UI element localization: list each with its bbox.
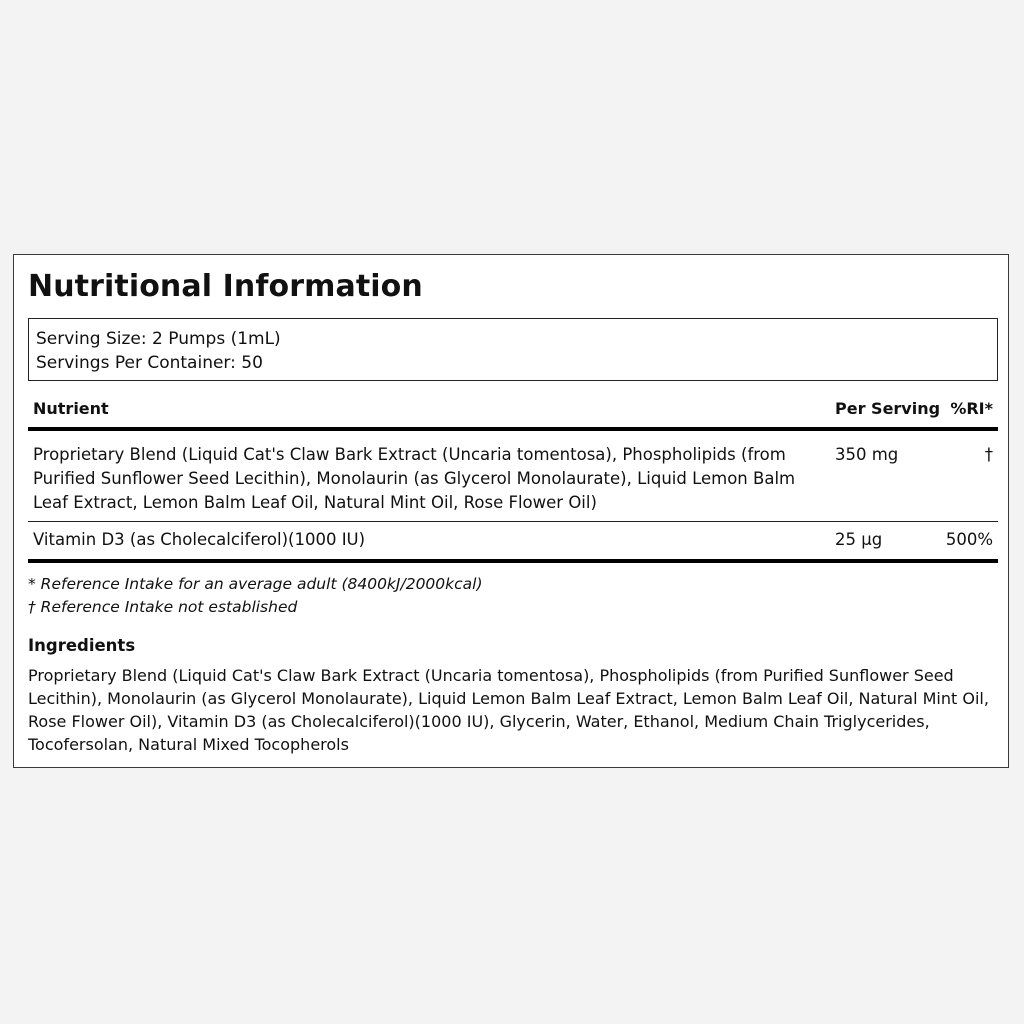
footnote-reference-intake: * Reference Intake for an average adult (8400kJ/2000kcal) (28, 575, 483, 593)
ingredients-heading: Ingredients (28, 636, 136, 655)
table-row (28, 522, 998, 563)
nutrient-ri: 500% (945, 530, 993, 549)
header-nutrient: Nutrient (33, 399, 109, 418)
header-per-serving: Per Serving (835, 399, 941, 418)
nutrient-table (28, 389, 998, 563)
nutrition-panel (13, 254, 1009, 768)
table-header (28, 389, 998, 431)
nutrient-amount: 350 mg (835, 445, 899, 464)
nutrient-name: Proprietary Blend (Liquid Cat's Claw Bark Extract (Uncaria tomentosa), Phospholipids (from Purified Sunflower Seed Lecithin), Monolaurin (as Glycerol Monolaurate), Liquid Lemon Balm Leaf Extract, Lemon Balm Leaf Oil, Natural Mint Oil, Rose Flower Oil) (33, 445, 796, 512)
footnote-not-established: † Reference Intake not established (28, 598, 298, 616)
serving-size: Serving Size: 2 Pumps (1mL) (36, 329, 281, 349)
serving-info-box (28, 318, 998, 381)
header-ri: %RI* (950, 399, 993, 418)
nutrient-ri: † (984, 445, 993, 464)
nutrient-amount: 25 µg (835, 530, 883, 549)
ingredients-text: Proprietary Blend (Liquid Cat's Claw Bark Extract (Uncaria tomentosa), Phospholipids (from Purified Sunflower Seed Lecithin), Monolaurin (as Glycerol Monolaurate), Liquid Lemon Balm Leaf Extract, Lemon Balm Leaf Oil, Natural Mint Oil, Rose Flower Oil), Vitamin D3 (as Cholecalciferol)(1000 IU), Glycerin, Water, Ethanol, Medium Chain Triglycerides, Tocofersolan, Natural Mixed Tocopherols (28, 666, 989, 754)
nutrient-name: Vitamin D3 (as Cholecalciferol)(1000 IU) (33, 530, 366, 549)
panel-title: Nutritional Information (28, 269, 423, 304)
servings-per-container: Servings Per Container: 50 (36, 353, 263, 373)
table-row (28, 431, 998, 522)
footnotes (28, 573, 483, 619)
